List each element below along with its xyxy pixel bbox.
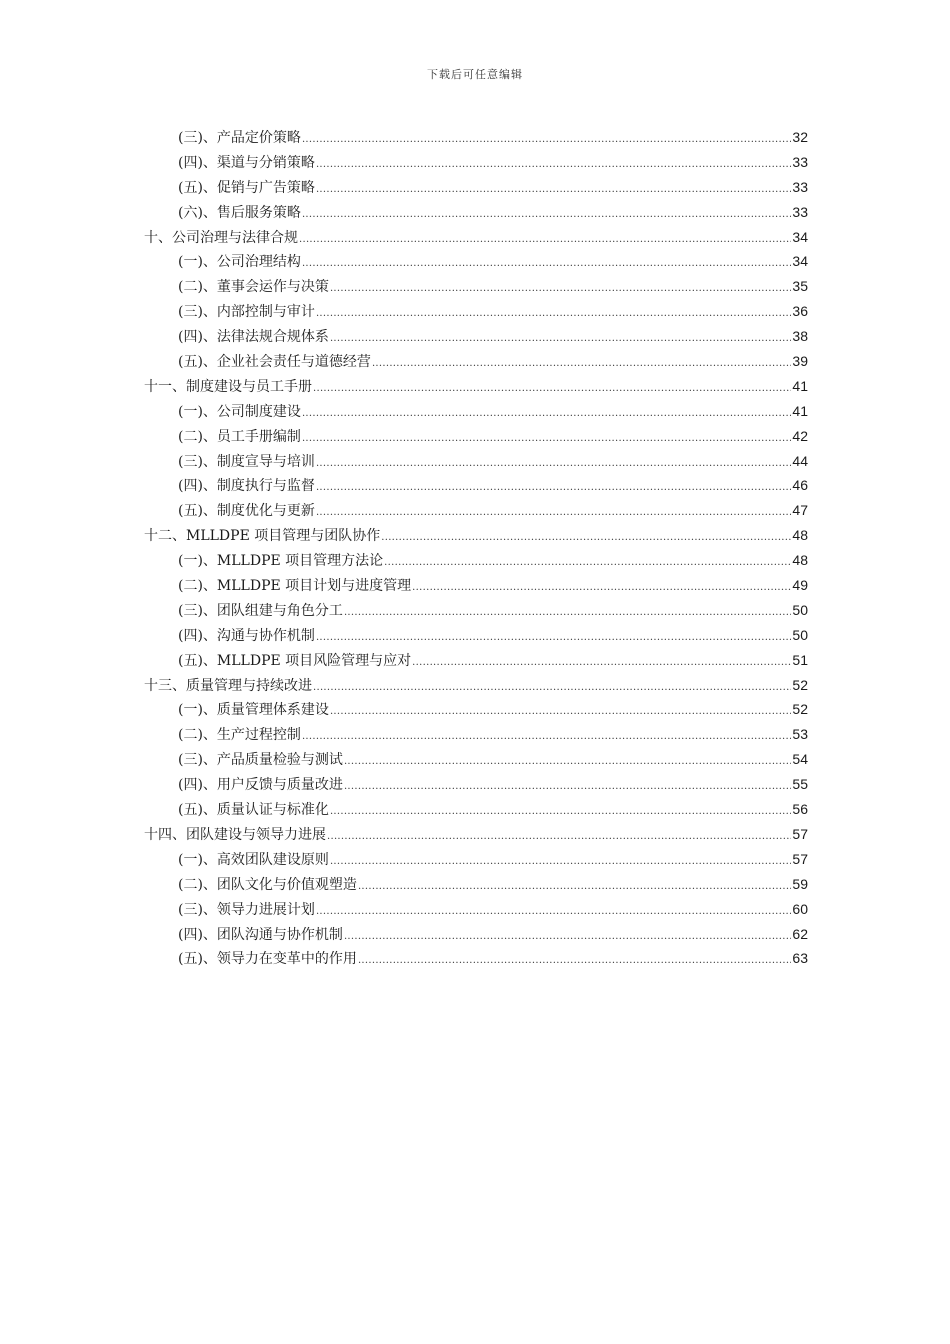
toc-page-number: 50 xyxy=(792,601,808,618)
toc-page-number: 52 xyxy=(792,701,808,718)
toc-page-number: 32 xyxy=(792,129,808,145)
toc-page-number: 44 xyxy=(792,452,808,469)
toc-entry-title: (二)、MLLDPE 项目计划与进度管理 xyxy=(178,578,412,595)
toc-entry-title: 十三、质量管理与持续改进 xyxy=(144,677,312,694)
toc-page-number: 33 xyxy=(792,153,808,170)
toc-page-number: 42 xyxy=(792,427,808,444)
toc-chapter-entry[interactable] xyxy=(144,523,808,548)
toc-dot-leader xyxy=(330,325,791,352)
toc-chapter-entry[interactable] xyxy=(144,822,808,847)
toc-section-entry[interactable] xyxy=(144,872,808,897)
toc-section-entry[interactable] xyxy=(144,150,808,175)
toc-dot-leader xyxy=(302,425,791,452)
toc-dot-leader xyxy=(302,201,791,228)
toc-entry-title: (一)、MLLDPE 项目管理方法论 xyxy=(178,553,384,570)
toc-page-number: 49 xyxy=(792,577,808,594)
toc-section-entry[interactable] xyxy=(144,324,808,349)
toc-section-entry[interactable] xyxy=(144,648,808,673)
toc-entry-title: (三)、团队组建与角色分工 xyxy=(178,602,343,619)
toc-dot-leader xyxy=(316,151,791,178)
toc-entry-title: 十、公司治理与法律合规 xyxy=(144,229,298,246)
toc-section-entry[interactable] xyxy=(144,349,808,374)
toc-entry-title: (四)、渠道与分销策略 xyxy=(178,154,315,171)
toc-section-entry[interactable] xyxy=(144,623,808,648)
toc-dot-leader xyxy=(330,698,791,725)
toc-section-entry[interactable] xyxy=(144,598,808,623)
toc-page-number: 35 xyxy=(792,278,808,295)
toc-page-number: 39 xyxy=(792,353,808,370)
toc-dot-leader xyxy=(372,350,791,377)
toc-chapter-entry[interactable] xyxy=(144,225,808,250)
toc-section-entry[interactable] xyxy=(144,125,808,150)
toc-entry-title: (二)、董事会运作与决策 xyxy=(178,279,329,296)
toc-section-entry[interactable] xyxy=(144,772,808,797)
toc-page-number: 63 xyxy=(792,950,808,967)
toc-entry-title: (六)、售后服务策略 xyxy=(178,204,301,221)
toc-page-number: 34 xyxy=(792,253,808,270)
toc-entry-title: 十二、MLLDPE 项目管理与团队协作 xyxy=(144,528,381,545)
toc-page-number: 36 xyxy=(792,303,808,320)
toc-page-number: 51 xyxy=(792,651,808,668)
toc-dot-leader xyxy=(344,923,791,950)
toc-dot-leader xyxy=(358,947,791,974)
toc-dot-leader xyxy=(316,450,791,477)
toc-entry-title: (四)、法律法规合规体系 xyxy=(178,329,329,346)
toc-page-number: 48 xyxy=(792,527,808,544)
toc-page-number: 41 xyxy=(792,377,808,394)
toc-page-number: 38 xyxy=(792,328,808,345)
toc-page-number: 52 xyxy=(792,676,808,693)
toc-entry-title: (二)、员工手册编制 xyxy=(178,428,301,445)
toc-chapter-entry[interactable] xyxy=(144,374,808,399)
toc-dot-leader xyxy=(330,275,791,302)
toc-dot-leader xyxy=(302,126,791,153)
toc-section-entry[interactable] xyxy=(144,797,808,822)
toc-dot-leader xyxy=(381,524,791,551)
toc-dot-leader xyxy=(344,748,791,775)
toc-entry-title: 十一、制度建设与员工手册 xyxy=(144,378,312,395)
toc-dot-leader xyxy=(412,649,791,676)
toc-entry-title: (五)、质量认证与标准化 xyxy=(178,802,329,819)
toc-entry-title: (五)、制度优化与更新 xyxy=(178,503,315,520)
toc-section-entry[interactable] xyxy=(144,548,808,573)
toc-page-number: 62 xyxy=(792,925,808,942)
toc-page-number: 55 xyxy=(792,776,808,793)
toc-page-number: 53 xyxy=(792,726,808,743)
toc-section-entry[interactable] xyxy=(144,697,808,722)
toc-entry-title: (三)、领导力进展计划 xyxy=(178,901,315,918)
toc-page-number: 57 xyxy=(792,825,808,842)
toc-page-number: 60 xyxy=(792,900,808,917)
toc-page-number: 33 xyxy=(792,178,808,195)
toc-dot-leader xyxy=(344,773,791,800)
toc-entry-title: (五)、MLLDPE 项目风险管理与应对 xyxy=(178,652,412,669)
toc-page-number: 41 xyxy=(792,402,808,419)
toc-entry-title: (四)、用户反馈与质量改进 xyxy=(178,777,343,794)
toc-dot-leader xyxy=(316,624,791,651)
toc-dot-leader xyxy=(316,898,791,925)
toc-section-entry[interactable] xyxy=(144,498,808,523)
toc-entry-title: (二)、生产过程控制 xyxy=(178,727,301,744)
toc-page-number: 46 xyxy=(792,477,808,494)
toc-entry-title: (三)、内部控制与审计 xyxy=(178,304,315,321)
toc-dot-leader xyxy=(358,873,791,900)
toc-entry-title: (五)、领导力在变革中的作用 xyxy=(178,951,357,968)
toc-section-entry[interactable] xyxy=(144,747,808,772)
toc-dot-leader xyxy=(412,574,791,601)
toc-page-number: 54 xyxy=(792,751,808,768)
toc-dot-leader xyxy=(302,400,791,427)
toc-section-entry[interactable] xyxy=(144,897,808,922)
toc-section-entry[interactable] xyxy=(144,424,808,449)
toc-section-entry[interactable] xyxy=(144,922,808,947)
toc-dot-leader xyxy=(316,474,791,501)
toc-section-entry[interactable] xyxy=(144,473,808,498)
toc-entry-title: (一)、质量管理体系建设 xyxy=(178,702,329,719)
toc-entry-title: (三)、产品质量检验与测试 xyxy=(178,752,343,769)
toc-section-entry[interactable] xyxy=(144,449,808,474)
toc-section-entry[interactable] xyxy=(144,399,808,424)
toc-entry-title: (二)、团队文化与价值观塑造 xyxy=(178,876,357,893)
toc-dot-leader xyxy=(302,250,791,277)
toc-dot-leader xyxy=(316,176,791,203)
toc-entry-title: 十四、团队建设与领导力进展 xyxy=(144,826,326,843)
toc-entry-title: (四)、制度执行与监督 xyxy=(178,478,315,495)
toc-dot-leader xyxy=(384,549,791,576)
toc-dot-leader xyxy=(299,226,791,253)
toc-chapter-entry[interactable] xyxy=(144,673,808,698)
toc-page-number: 48 xyxy=(792,552,808,569)
toc-dot-leader xyxy=(327,823,791,850)
toc-dot-leader xyxy=(313,375,791,402)
toc-entry-title: (三)、制度宣导与培训 xyxy=(178,453,315,470)
toc-page-number: 50 xyxy=(792,626,808,643)
toc-page-number: 34 xyxy=(792,228,808,245)
toc-section-entry[interactable] xyxy=(144,299,808,324)
toc-entry-title: (一)、公司治理结构 xyxy=(178,254,301,271)
toc-section-entry[interactable] xyxy=(144,573,808,598)
toc-page-number: 59 xyxy=(792,875,808,892)
table-of-contents xyxy=(144,125,808,971)
toc-section-entry[interactable] xyxy=(144,249,808,274)
toc-dot-leader xyxy=(330,848,791,875)
toc-dot-leader xyxy=(302,723,791,750)
toc-entry-title: (五)、企业社会责任与道德经营 xyxy=(178,354,371,371)
toc-entry-title: (三)、产品定价策略 xyxy=(178,130,301,146)
toc-dot-leader xyxy=(330,798,791,825)
toc-dot-leader xyxy=(316,499,791,526)
toc-entry-title: (一)、公司制度建设 xyxy=(178,403,301,420)
toc-section-entry[interactable] xyxy=(144,722,808,747)
toc-entry-title: (四)、沟通与协作机制 xyxy=(178,627,315,644)
toc-section-entry[interactable] xyxy=(144,946,808,971)
toc-page-number: 33 xyxy=(792,203,808,220)
toc-section-entry[interactable] xyxy=(144,847,808,872)
toc-section-entry[interactable] xyxy=(144,274,808,299)
toc-page-number: 57 xyxy=(792,850,808,867)
toc-page-number: 47 xyxy=(792,502,808,519)
toc-dot-leader xyxy=(313,674,791,701)
toc-section-entry[interactable] xyxy=(144,200,808,225)
toc-entry-title: (四)、团队沟通与协作机制 xyxy=(178,926,343,943)
page-header: 下载后可任意编辑 xyxy=(427,68,523,81)
toc-entry-title: (五)、促销与广告策略 xyxy=(178,179,315,196)
toc-dot-leader xyxy=(344,599,791,626)
toc-page-number: 56 xyxy=(792,801,808,818)
toc-section-entry[interactable] xyxy=(144,175,808,200)
toc-dot-leader xyxy=(316,300,791,327)
toc-entry-title: (一)、高效团队建设原则 xyxy=(178,851,329,868)
